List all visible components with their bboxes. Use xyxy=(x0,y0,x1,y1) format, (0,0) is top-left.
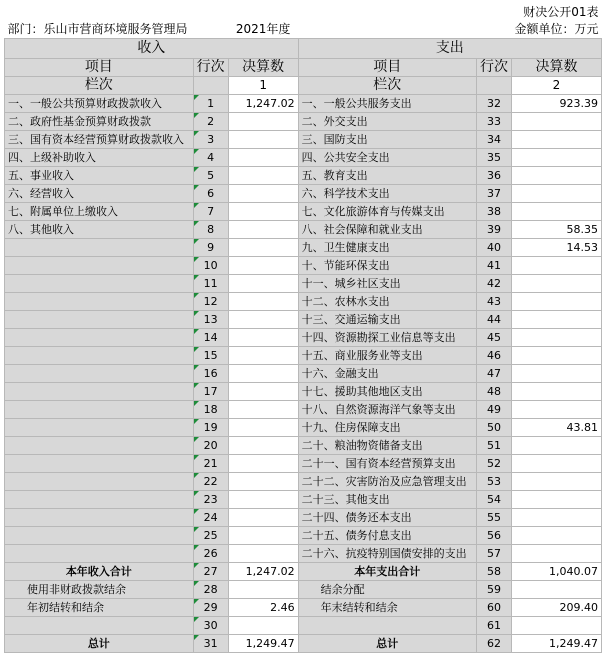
income-amount[interactable] xyxy=(228,365,298,383)
income-amount[interactable] xyxy=(228,527,298,545)
income-item-label xyxy=(5,257,194,275)
table-row xyxy=(5,185,602,203)
expense-item-label: 一、一般公共服务支出 xyxy=(298,95,476,113)
income-line-number: 28 xyxy=(193,581,228,599)
expense-item-label: 结余分配 xyxy=(298,581,476,599)
income-item-label: 二、政府性基金预算财政拨款 xyxy=(5,113,194,131)
expense-item-label: 十九、住房保障支出 xyxy=(298,419,476,437)
expense-line-number: 57 xyxy=(476,545,511,563)
summary-row xyxy=(5,581,602,599)
income-line-number: 27 xyxy=(193,563,228,581)
table-row xyxy=(5,149,602,167)
table-row xyxy=(5,347,602,365)
income-section-title: 收入 xyxy=(5,39,299,59)
table-row xyxy=(5,437,602,455)
table-row xyxy=(5,167,602,185)
table-row xyxy=(5,383,602,401)
expense-item-label: 二十、粮油物资储备支出 xyxy=(298,437,476,455)
income-amount[interactable] xyxy=(228,203,298,221)
fiscal-year: 2021年度 xyxy=(228,20,298,39)
expense-item-label: 二十二、灾害防治及应急管理支出 xyxy=(298,473,476,491)
expense-amount[interactable]: 1,249.47 xyxy=(511,635,601,653)
income-amount[interactable] xyxy=(228,347,298,365)
expense-line-number: 48 xyxy=(476,383,511,401)
expense-line-number: 45 xyxy=(476,329,511,347)
income-item-label: 七、附属单位上缴收入 xyxy=(5,203,194,221)
income-amount[interactable] xyxy=(228,113,298,131)
table-row xyxy=(5,545,602,563)
income-line-number: 25 xyxy=(193,527,228,545)
expense-line-number: 35 xyxy=(476,149,511,167)
expense-item-label: 三、国防支出 xyxy=(298,131,476,149)
expense-line-number: 58 xyxy=(476,563,511,581)
expense-amount[interactable]: 923.39 xyxy=(511,95,601,113)
income-col-label: 栏次 xyxy=(5,77,194,95)
table-row xyxy=(5,131,602,149)
expense-amount[interactable] xyxy=(511,383,601,401)
amount-unit: 金额单位：万元 xyxy=(511,20,601,39)
table-row xyxy=(5,329,602,347)
expense-amount[interactable] xyxy=(511,365,601,383)
expense-amount[interactable] xyxy=(511,311,601,329)
income-item-label: 四、上级补助收入 xyxy=(5,149,194,167)
department-label: 部门：乐山市营商环境服务管理局 xyxy=(5,20,229,39)
income-item-label xyxy=(5,455,194,473)
income-line-number: 21 xyxy=(193,455,228,473)
table-row xyxy=(5,455,602,473)
table-row xyxy=(5,311,602,329)
income-line-number: 13 xyxy=(193,311,228,329)
expense-amount[interactable] xyxy=(511,329,601,347)
expense-line-number: 37 xyxy=(476,185,511,203)
table-row xyxy=(5,419,602,437)
table-row xyxy=(5,95,602,113)
income-item-label: 三、国有资本经营预算财政拨款收入 xyxy=(5,131,194,149)
table-row xyxy=(5,293,602,311)
table-row xyxy=(5,257,602,275)
table-row xyxy=(5,221,602,239)
expense-line-number: 60 xyxy=(476,599,511,617)
expense-line-number: 46 xyxy=(476,347,511,365)
table-row xyxy=(5,401,602,419)
summary-row xyxy=(5,563,602,581)
table-row xyxy=(5,275,602,293)
expense-item-label: 五、教育支出 xyxy=(298,167,476,185)
expense-item-label: 七、文化旅游体育与传媒支出 xyxy=(298,203,476,221)
total-row xyxy=(5,635,602,653)
income-line-number: 1 xyxy=(193,95,228,113)
expense-amount[interactable] xyxy=(511,455,601,473)
expense-line-number: 32 xyxy=(476,95,511,113)
expense-line-number: 43 xyxy=(476,293,511,311)
income-item-label xyxy=(5,293,194,311)
income-line-number: 9 xyxy=(193,239,228,257)
summary-row xyxy=(5,617,602,635)
income-line-number: 5 xyxy=(193,167,228,185)
table-row xyxy=(5,365,602,383)
expense-item-label: 六、科学技术支出 xyxy=(298,185,476,203)
expense-amount[interactable]: 209.40 xyxy=(511,599,601,617)
expense-amount[interactable] xyxy=(511,545,601,563)
expense-line-number: 40 xyxy=(476,239,511,257)
expense-amount[interactable] xyxy=(511,527,601,545)
income-amount[interactable] xyxy=(228,509,298,527)
income-amount[interactable] xyxy=(228,149,298,167)
income-line-number: 30 xyxy=(193,617,228,635)
expense-section-title: 支出 xyxy=(298,39,601,59)
income-line-number: 6 xyxy=(193,185,228,203)
table-row xyxy=(5,113,602,131)
income-item-label xyxy=(5,311,194,329)
income-amount[interactable] xyxy=(228,383,298,401)
income-amount[interactable] xyxy=(228,257,298,275)
income-line-number: 4 xyxy=(193,149,228,167)
expense-line-number: 61 xyxy=(476,617,511,635)
income-amount[interactable] xyxy=(228,473,298,491)
expense-amount[interactable] xyxy=(511,185,601,203)
expense-line-number: 50 xyxy=(476,419,511,437)
expense-item-label: 二十六、抗疫特别国债安排的支出 xyxy=(298,545,476,563)
expense-line-number: 54 xyxy=(476,491,511,509)
income-amount[interactable] xyxy=(228,311,298,329)
expense-col-number: 2 xyxy=(511,77,601,95)
expense-line-number: 52 xyxy=(476,455,511,473)
expense-item-label: 十二、农林水支出 xyxy=(298,293,476,311)
income-line-number: 19 xyxy=(193,419,228,437)
expense-item-label: 本年支出合计 xyxy=(298,563,476,581)
income-line-number: 12 xyxy=(193,293,228,311)
income-item-label: 五、事业收入 xyxy=(5,167,194,185)
income-item-label xyxy=(5,617,194,635)
income-amount[interactable]: 1,247.02 xyxy=(228,95,298,113)
expense-item-label: 二十五、债务付息支出 xyxy=(298,527,476,545)
income-line-number: 14 xyxy=(193,329,228,347)
income-amount[interactable] xyxy=(228,455,298,473)
income-line-number: 11 xyxy=(193,275,228,293)
expense-amount[interactable] xyxy=(511,401,601,419)
expense-item-label: 十五、商业服务业等支出 xyxy=(298,347,476,365)
income-item-label xyxy=(5,383,194,401)
expense-item-label: 十、节能环保支出 xyxy=(298,257,476,275)
income-item-label xyxy=(5,491,194,509)
income-item-label xyxy=(5,419,194,437)
expense-amount[interactable] xyxy=(511,131,601,149)
expense-line-number: 56 xyxy=(476,527,511,545)
income-amount[interactable] xyxy=(228,419,298,437)
income-amount[interactable] xyxy=(228,293,298,311)
expense-line-number: 34 xyxy=(476,131,511,149)
expense-line-header: 行次 xyxy=(476,59,511,77)
expense-amount[interactable] xyxy=(511,203,601,221)
expense-line-number: 51 xyxy=(476,437,511,455)
expense-amount[interactable] xyxy=(511,581,601,599)
income-line-number: 22 xyxy=(193,473,228,491)
income-amount[interactable] xyxy=(228,131,298,149)
income-item-label xyxy=(5,365,194,383)
summary-row xyxy=(5,599,602,617)
income-item-label xyxy=(5,545,194,563)
income-item-label: 总计 xyxy=(5,635,194,653)
expense-amount[interactable] xyxy=(511,491,601,509)
income-expense-table xyxy=(4,4,602,653)
expense-item-label: 十六、金融支出 xyxy=(298,365,476,383)
expense-line-number: 49 xyxy=(476,401,511,419)
expense-line-number: 39 xyxy=(476,221,511,239)
income-item-label: 年初结转和结余 xyxy=(5,599,194,617)
income-amount[interactable] xyxy=(228,221,298,239)
income-item-label xyxy=(5,527,194,545)
income-line-number: 18 xyxy=(193,401,228,419)
expense-item-label: 九、卫生健康支出 xyxy=(298,239,476,257)
expense-line-number: 36 xyxy=(476,167,511,185)
income-line-number: 2 xyxy=(193,113,228,131)
expense-amount[interactable]: 43.81 xyxy=(511,419,601,437)
income-line-number: 26 xyxy=(193,545,228,563)
income-amount-header: 决算数 xyxy=(228,59,298,77)
expense-line-number: 62 xyxy=(476,635,511,653)
income-amount[interactable] xyxy=(228,491,298,509)
expense-amount[interactable] xyxy=(511,167,601,185)
form-number: 财决公开01表 xyxy=(523,5,599,19)
expense-line-number: 44 xyxy=(476,311,511,329)
expense-item-label: 二十一、国有资本经营预算支出 xyxy=(298,455,476,473)
income-amount[interactable]: 1,249.47 xyxy=(228,635,298,653)
income-item-label xyxy=(5,437,194,455)
income-item-label xyxy=(5,239,194,257)
income-line-number: 7 xyxy=(193,203,228,221)
expense-amount[interactable] xyxy=(511,437,601,455)
income-line-number: 31 xyxy=(193,635,228,653)
expense-item-header: 项目 xyxy=(298,59,476,77)
income-item-label xyxy=(5,473,194,491)
income-amount[interactable] xyxy=(228,617,298,635)
income-amount[interactable] xyxy=(228,545,298,563)
income-amount[interactable] xyxy=(228,185,298,203)
income-line-number: 10 xyxy=(193,257,228,275)
expense-item-label: 二十三、其他支出 xyxy=(298,491,476,509)
expense-line-number: 55 xyxy=(476,509,511,527)
table-row xyxy=(5,491,602,509)
expense-amount[interactable]: 58.35 xyxy=(511,221,601,239)
income-item-label xyxy=(5,329,194,347)
expense-amount[interactable] xyxy=(511,473,601,491)
expense-item-label: 二十四、债务还本支出 xyxy=(298,509,476,527)
expense-item-label: 二、外交支出 xyxy=(298,113,476,131)
income-line-number: 16 xyxy=(193,365,228,383)
expense-amount[interactable] xyxy=(511,293,601,311)
expense-col-label: 栏次 xyxy=(298,77,476,95)
income-line-number: 15 xyxy=(193,347,228,365)
expense-amount[interactable] xyxy=(511,275,601,293)
income-item-label: 本年收入合计 xyxy=(5,563,194,581)
income-item-label: 八、其他收入 xyxy=(5,221,194,239)
expense-amount[interactable] xyxy=(511,617,601,635)
expense-line-number: 41 xyxy=(476,257,511,275)
expense-item-label: 四、公共安全支出 xyxy=(298,149,476,167)
income-line-number: 20 xyxy=(193,437,228,455)
expense-item-label: 十四、资源勘探工业信息等支出 xyxy=(298,329,476,347)
expense-item-label: 总计 xyxy=(298,635,476,653)
income-amount[interactable] xyxy=(228,401,298,419)
table-row xyxy=(5,239,602,257)
expense-line-number: 42 xyxy=(476,275,511,293)
income-line-number: 3 xyxy=(193,131,228,149)
table-row xyxy=(5,509,602,527)
income-amount[interactable]: 1,247.02 xyxy=(228,563,298,581)
income-amount[interactable] xyxy=(228,167,298,185)
income-amount[interactable]: 2.46 xyxy=(228,599,298,617)
expense-line-number: 33 xyxy=(476,113,511,131)
table-row xyxy=(5,203,602,221)
expense-amount[interactable] xyxy=(511,149,601,167)
income-line-number: 23 xyxy=(193,491,228,509)
income-col-number: 1 xyxy=(228,77,298,95)
income-line-header: 行次 xyxy=(193,59,228,77)
expense-item-label: 八、社会保障和就业支出 xyxy=(298,221,476,239)
income-line-number: 8 xyxy=(193,221,228,239)
expense-line-number: 47 xyxy=(476,365,511,383)
income-amount[interactable] xyxy=(228,275,298,293)
income-amount[interactable] xyxy=(228,437,298,455)
income-item-label xyxy=(5,401,194,419)
expense-amount[interactable]: 1,040.07 xyxy=(511,563,601,581)
income-item-label xyxy=(5,275,194,293)
expense-amount[interactable] xyxy=(511,113,601,131)
income-item-header: 项目 xyxy=(5,59,194,77)
income-amount[interactable] xyxy=(228,329,298,347)
expense-item-label: 十一、城乡社区支出 xyxy=(298,275,476,293)
income-item-label: 六、经营收入 xyxy=(5,185,194,203)
income-item-label: 使用非财政拨款结余 xyxy=(5,581,194,599)
expense-amount[interactable] xyxy=(511,509,601,527)
expense-item-label: 十八、自然资源海洋气象等支出 xyxy=(298,401,476,419)
expense-line-number: 53 xyxy=(476,473,511,491)
expense-amount[interactable] xyxy=(511,257,601,275)
income-line-number: 29 xyxy=(193,599,228,617)
income-item-label xyxy=(5,509,194,527)
expense-amount-header: 决算数 xyxy=(511,59,601,77)
expense-item-label: 年末结转和结余 xyxy=(298,599,476,617)
expense-line-number: 59 xyxy=(476,581,511,599)
expense-amount[interactable]: 14.53 xyxy=(511,239,601,257)
income-line-number: 24 xyxy=(193,509,228,527)
expense-line-number: 38 xyxy=(476,203,511,221)
income-amount[interactable] xyxy=(228,581,298,599)
expense-item-label: 十七、援助其他地区支出 xyxy=(298,383,476,401)
expense-item-label: 十三、交通运输支出 xyxy=(298,311,476,329)
income-amount[interactable] xyxy=(228,239,298,257)
table-row xyxy=(5,473,602,491)
income-item-label: 一、一般公共预算财政拨款收入 xyxy=(5,95,194,113)
income-line-number: 17 xyxy=(193,383,228,401)
table-row xyxy=(5,527,602,545)
expense-item-label xyxy=(298,617,476,635)
income-item-label xyxy=(5,347,194,365)
expense-amount[interactable] xyxy=(511,347,601,365)
